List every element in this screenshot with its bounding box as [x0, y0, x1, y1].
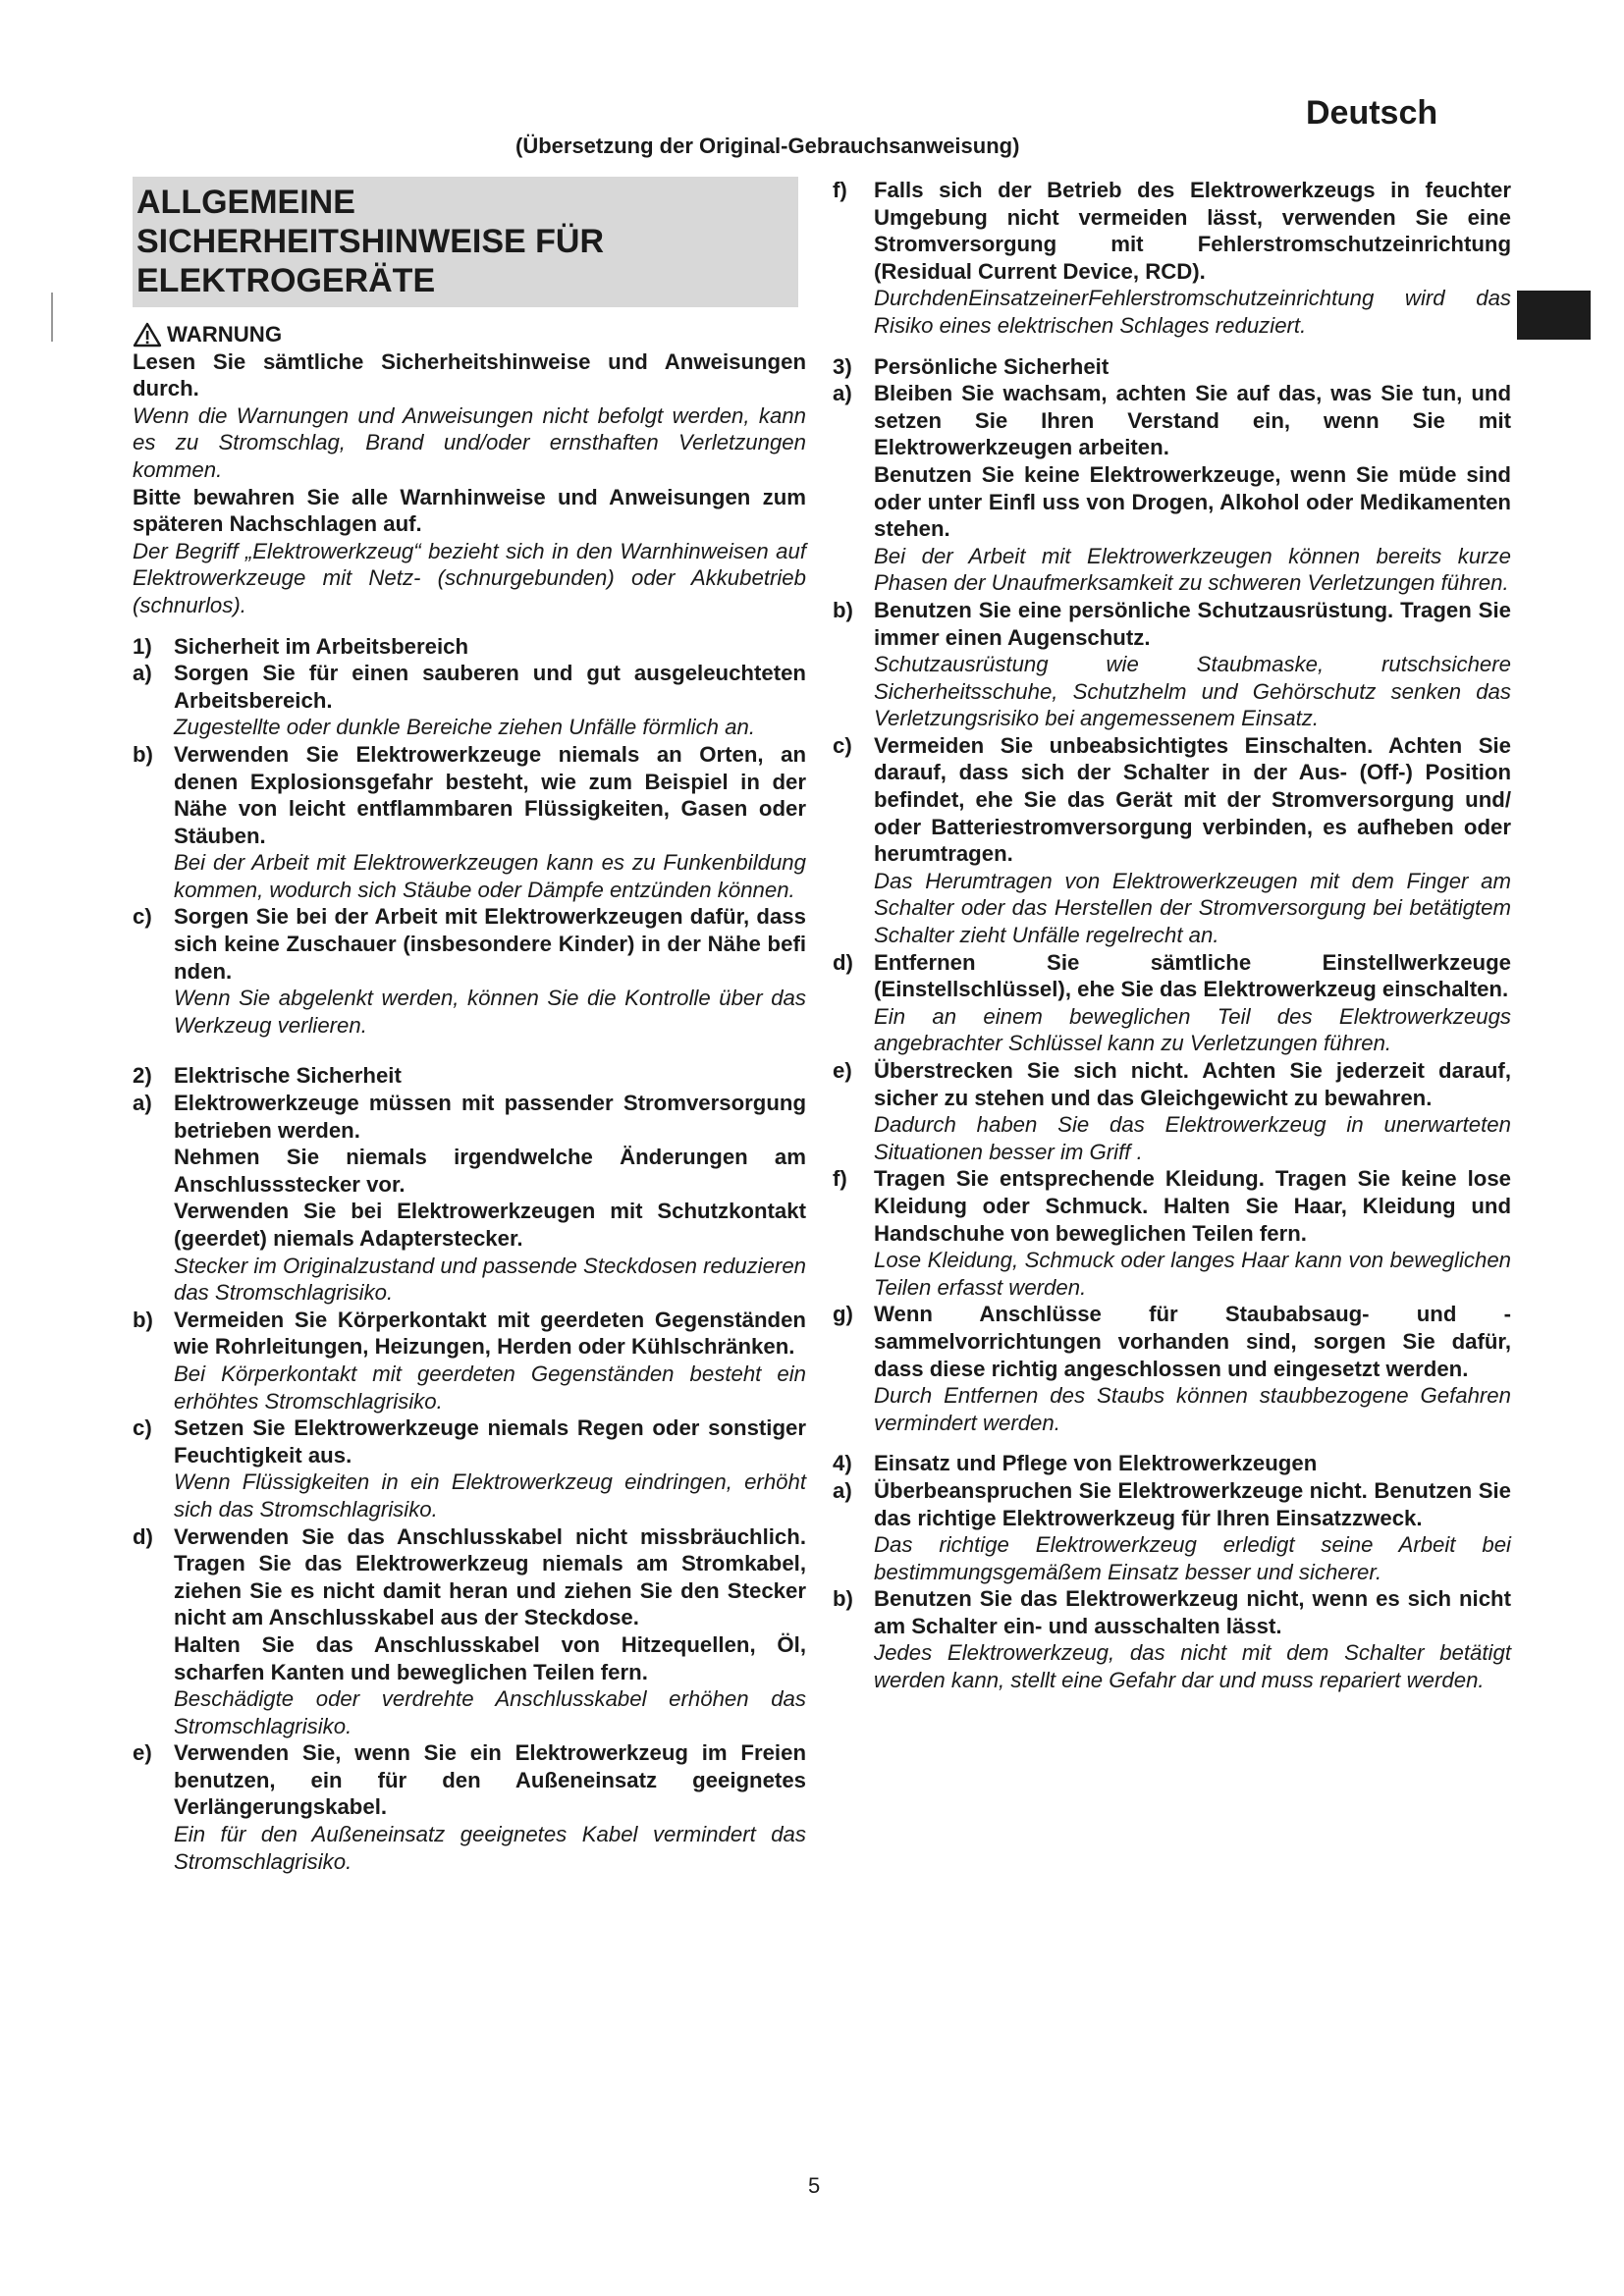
item-italic-text: Ein an einem beweglichen Teil des Elektrowerkzeugs angebrachter Schlüssel kann zu Verletzungen führen.	[874, 1003, 1511, 1056]
item-bold-text: Benutzen Sie keine Elektrowerkzeuge, wenn Sie müde sind oder unter Einfl uss von Drogen, Alkohol oder Medikamenten stehen.	[874, 461, 1511, 542]
item-letter: c)	[133, 904, 152, 930]
section-3-heading	[833, 353, 1511, 381]
item-bold-text: Sorgen Sie für einen sauberen und gut ausgeleuchteten Arbeitsbereich.	[174, 661, 806, 713]
list-item	[833, 949, 1511, 1057]
section-number: 2)	[133, 1063, 152, 1089]
list-item	[133, 741, 806, 904]
item-bold-text: Verwenden Sie bei Elektrowerkzeugen mit Schutzkontakt (geerdet) niemals Adapterstecker.	[174, 1199, 806, 1251]
section-number: 3)	[833, 353, 852, 379]
item-italic-text: Stecker im Originalzustand und passende Steckdosen reduzieren das Stromschlagrisiko.	[174, 1253, 806, 1306]
list-item	[833, 1301, 1511, 1436]
item-letter: f)	[833, 178, 847, 202]
item-letter: b)	[133, 741, 153, 767]
title-line: ALLGEMEINE	[136, 184, 355, 221]
section-title: Persönliche Sicherheit	[874, 353, 1110, 379]
item-italic-text: Bei der Arbeit mit Elektrowerkzeugen kann es zu Funkenbildung kommen, wodurch sich Stäube oder Dämpfe entzünden können.	[174, 850, 806, 902]
item-letter: a)	[133, 1091, 152, 1116]
item-letter: g)	[833, 1302, 853, 1327]
item-italic-text: Dadurch haben Sie das Elektrowerkzeug in unerwarteten Situationen besser im Griff .	[874, 1112, 1511, 1164]
item-bold-text: Vermeiden Sie Körperkontakt mit geerdeten Gegenständen wie Rohrleitungen, Heizungen, Herden oder Kühlschränken.	[174, 1307, 806, 1360]
list-item	[833, 732, 1511, 949]
item-bold-text: Wenn Anschlüsse für Staubabsaug- und -sammelvorrichtungen vorhanden sind, sorgen Sie dafür, dass diese richtig angeschlossen und eingesetzt werden.	[874, 1302, 1511, 1381]
document-subtitle: (Übersetzung der Original-Gebrauchsanweisung)	[515, 133, 1020, 158]
item-italic-text: Wenn Sie abgelenkt werden, können Sie die Kontrolle über das Werkzeug verlieren.	[174, 986, 806, 1038]
intro-bold: Lesen Sie sämtliche Sicherheitshinweise und Anweisungen durch.	[133, 348, 806, 401]
keep-instructions: Bitte bewahren Sie alle Warnhinweise und Anweisungen zum späteren Nachschlagen auf.	[133, 484, 806, 537]
section-title: Sicherheit im Arbeitsbereich	[174, 633, 469, 659]
item-bold-text: Benutzen Sie das Elektrowerkzeug nicht, wenn es sich nicht am Schalter ein- und ausschalten lässt.	[874, 1586, 1511, 1638]
item-italic-text: Schutzausrüstung wie Staubmaske, rutschsichere Sicherheitsschuhe, Schutzhelm und Gehörschutz senken das Verletzungsrisiko bei angemessenem Einsatz.	[874, 652, 1511, 731]
item-italic-text: Jedes Elektrowerkzeug, das nicht mit dem Schalter betätigt werden kann, stellt eine Gefahr dar und muss repariert werden.	[874, 1640, 1511, 1693]
list-item	[133, 1090, 806, 1307]
list-item	[833, 1057, 1511, 1165]
title-line: SICHERHEITSHINWEISE FÜR	[136, 223, 605, 260]
item-bold-text: Bleiben Sie wachsam, achten Sie auf das, was Sie tun, und setzen Sie Ihren Verstand ein, wenn Sie mit Elektrowerkzeugen arbeiten.	[874, 381, 1511, 460]
list-item	[833, 380, 1511, 597]
section-1-heading	[133, 633, 806, 661]
item-bold-text: Halten Sie das Anschlusskabel von Hitzequellen, Öl, scharfen Kanten und beweglichen Teilen fern.	[174, 1631, 806, 1684]
item-letter: a)	[133, 661, 152, 686]
item-italic-text: DurchdenEinsatzeinerFehlerstromschutzeinrichtung wird das Risiko eines elektrischen Schlages reduziert.	[874, 286, 1511, 338]
section-number: 1)	[133, 633, 152, 659]
item-letter: d)	[133, 1523, 153, 1549]
item-bold-text: Sorgen Sie bei der Arbeit mit Elektrowerkzeugen dafür, dass sich keine Zuschauer (insbesondere Kinder) in der Nähe befi nden.	[174, 904, 806, 984]
item-italic-text: Ein für den Außeneinsatz geeignetes Kabel vermindert das Stromschlagrisiko.	[174, 1822, 806, 1874]
item-bold-text: Überbeanspruchen Sie Elektrowerkzeuge nicht. Benutzen Sie das richtige Elektrowerkzeug für Ihren Einsatzzweck.	[874, 1477, 1511, 1530]
item-letter: b)	[833, 597, 853, 622]
item-bold-text: Entfernen Sie sämtliche Einstellwerkzeuge (Einstellschlüssel), ehe Sie das Elektrowerkzeug einschalten.	[874, 949, 1511, 1002]
item-letter: c)	[133, 1415, 152, 1441]
list-item	[133, 903, 806, 1039]
item-italic-text: Zugestellte oder dunkle Bereiche ziehen Unfälle förmlich an.	[174, 715, 755, 740]
section-title-box	[133, 177, 798, 307]
warning-triangle-icon	[133, 322, 162, 347]
section-title: Elektrische Sicherheit	[174, 1063, 402, 1089]
item-italic-text: Das richtige Elektrowerkzeug erledigt seine Arbeit bei bestimmungsgemäßem Einsatz besser und sicherer.	[874, 1532, 1511, 1584]
title-line: ELEKTROGERÄTE	[136, 262, 436, 299]
item-bold-text: Verwenden Sie Elektrowerkzeuge niemals an Orten, an denen Explosionsgefahr besteht, wie zum Beispiel in der Nähe von leicht entflammbaren Flüssigkeiten, Gasen oder Stäuben.	[174, 741, 806, 848]
item-italic-text: Beschädigte oder verdrehte Anschlusskabel erhöhen das Stromschlagrisiko.	[174, 1686, 806, 1738]
warning-heading	[133, 321, 806, 348]
item-letter: e)	[833, 1058, 852, 1083]
list-item	[133, 660, 806, 741]
margin-mark	[51, 293, 53, 342]
item-bold-text: Setzen Sie Elektrowerkzeuge niemals Regen oder sonstiger Feuchtigkeit aus.	[174, 1415, 806, 1468]
item-italic-text: Das Herumtragen von Elektrowerkzeugen mit dem Finger am Schalter oder das Herstellen der Stromversorgung bei betätigtem Schalter zieht Unfälle regelrecht an.	[874, 868, 1511, 948]
term-definition: Der Begriff „Elektrowerkzeug“ bezieht sich in den Warnhinweisen auf Elektrowerkzeuge mit Netz- (schnurgebunden) oder Akkubetrieb (schnurlos).	[133, 538, 806, 617]
list-item	[133, 1739, 806, 1875]
item-italic-text: Durch Entfernen des Staubs können staubbezogene Gefahren vermindert werden.	[874, 1383, 1511, 1435]
item-bold-text: Benutzen Sie eine persönliche Schutzausrüstung. Tragen Sie immer einen Augenschutz.	[874, 597, 1511, 650]
section-4-heading	[833, 1450, 1511, 1477]
list-item	[133, 1415, 806, 1522]
section-number: 4)	[833, 1451, 852, 1476]
item-italic-text: Bei der Arbeit mit Elektrowerkzeugen können bereits kurze Phasen der Unaufmerksamkeit zu schweren Verletzungen führen.	[874, 543, 1511, 596]
item-letter: d)	[833, 949, 853, 975]
list-item	[833, 597, 1511, 732]
language-tab-marker	[1517, 291, 1591, 340]
item-bold-text: Nehmen Sie niemals irgendwelche Änderungen am Anschlussstecker vor.	[174, 1145, 806, 1197]
intro-italic: Wenn die Warnungen und Anweisungen nicht befolgt werden, kann es zu Stromschlag, Brand und/oder ernsthaften Verletzungen kommen.	[133, 402, 806, 482]
list-item	[833, 1165, 1511, 1301]
warning-label: WARNUNG	[167, 322, 283, 347]
item-letter: e)	[133, 1740, 152, 1766]
item-bold-text: Vermeiden Sie unbeabsichtigtes Einschalten. Achten Sie darauf, dass sich der Schalter in der Aus- (Off-) Position befindet, ehe Sie das Gerät mit der Stromversorgung und/ oder Batteriestromversorgung verbinden, es aufheben oder herumtragen.	[874, 732, 1511, 867]
list-item	[833, 177, 1511, 340]
item-letter: b)	[833, 1586, 853, 1612]
item-letter: f)	[833, 1166, 847, 1192]
right-column	[833, 177, 1511, 1694]
item-bold-text: Verwenden Sie, wenn Sie ein Elektrowerkzeug im Freien benutzen, ein für den Außeneinsatz geeignetes Verlängerungskabel.	[174, 1740, 806, 1820]
language-label: Deutsch	[1306, 94, 1438, 132]
item-italic-text: Bei Körperkontakt mit geerdeten Gegenständen besteht ein erhöhtes Stromschlagrisiko.	[174, 1361, 806, 1414]
left-column	[133, 177, 806, 1875]
item-bold-text: Falls sich der Betrieb des Elektrowerkzeugs in feuchter Umgebung nicht vermeiden lässt, verwenden Sie eine Stromversorgung mit Fehlerstromschutzeinrichtung (Residual Current Device, RCD).	[874, 178, 1511, 284]
item-letter: a)	[833, 381, 852, 406]
item-bold-text: Tragen Sie entsprechende Kleidung. Tragen Sie keine lose Kleidung oder Schmuck. Halten Sie Haar, Kleidung und Handschuhe von beweglichen Teilen fern.	[874, 1166, 1511, 1246]
list-item	[833, 1585, 1511, 1693]
list-item	[133, 1307, 806, 1415]
item-letter: c)	[833, 732, 852, 758]
item-bold-text: Elektrowerkzeuge müssen mit passender Stromversorgung betrieben werden.	[174, 1091, 806, 1143]
item-bold-text: Verwenden Sie das Anschlusskabel nicht missbräuchlich. Tragen Sie das Elektrowerkzeug niemals am Stromkabel, ziehen Sie es nicht damit heran und ziehen Sie den Stecker nicht am Anschlusskabel aus der Steckdose.	[174, 1523, 806, 1630]
page-number: 5	[808, 2173, 821, 2198]
item-letter: b)	[133, 1307, 153, 1332]
item-letter: a)	[833, 1477, 852, 1503]
item-bold-text: Überstrecken Sie sich nicht. Achten Sie jederzeit darauf, sicher zu stehen und das Gleichgewicht zu bewahren.	[874, 1058, 1511, 1110]
item-italic-text: Lose Kleidung, Schmuck oder langes Haar kann von beweglichen Teilen erfasst werden.	[874, 1248, 1511, 1300]
list-item	[133, 1523, 806, 1740]
section-title: Einsatz und Pflege von Elektrowerkzeugen	[874, 1451, 1318, 1476]
item-italic-text: Wenn Flüssigkeiten in ein Elektrowerkzeug eindringen, erhöht sich das Stromschlagrisiko.	[174, 1469, 806, 1522]
section-2-heading	[133, 1062, 806, 1090]
list-item	[833, 1477, 1511, 1585]
